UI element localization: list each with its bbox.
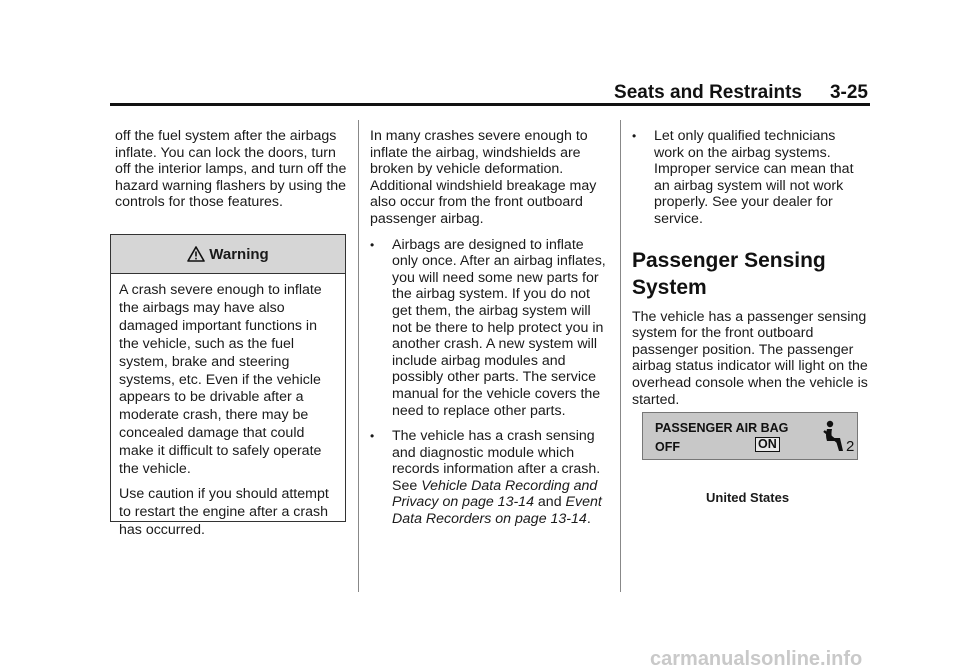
- passenger-airbag-indicator: [642, 412, 858, 460]
- watermark: carmanualsonline.info: [650, 648, 863, 670]
- page-number: 3-25: [829, 82, 868, 103]
- list-item: [370, 428, 610, 528]
- indicator-on-label: ON: [755, 437, 780, 452]
- column-2: [370, 128, 610, 528]
- header-rule: [110, 103, 870, 106]
- figure-caption: United States: [706, 490, 790, 505]
- indicator-off-label: OFF: [655, 440, 680, 454]
- column-3: [632, 128, 868, 408]
- list-item: [370, 237, 610, 420]
- warning-paragraph-1: A crash severe enough to inflate the airbags may have also damaged important functions in the vehicle, such as the fuel system, brake and steering systems, etc. Even if the vehicle appears to be drivable after a moderate crash, there may be concealed damage that could make it difficult to safely operate the vehicle.: [119, 282, 322, 478]
- warning-box: [110, 234, 346, 538]
- bullet-text-part: The vehicle has a crash sensing and diagnostic module which records information after a crash. See: [392, 428, 601, 494]
- col2-intro-paragraph: In many crashes severe enough to inflate the airbag, windshields are broken by vehicle deformation. Additional windshield breakage may also occur from the front outboard passenger airbag.: [370, 128, 597, 227]
- column-1: [115, 128, 350, 211]
- bullet-glyph: •: [370, 237, 375, 252]
- warning-body: [111, 274, 345, 540]
- list-item: [632, 128, 868, 228]
- bullet-glyph: •: [632, 129, 637, 143]
- column-divider-1: [358, 120, 359, 592]
- indicator-label: PASSENGER AIR BAG: [655, 421, 789, 435]
- bullet-text: Airbags are designed to inflate only once. After an airbag inflates, you will need some new parts for the airbag system. If you do not get them, the airbag system will not be there to help protect you in another crash. A new system will include airbag modules and possibly other parts. The service manual for the vehicle covers the need to replace other parts.: [392, 236, 606, 419]
- warning-title: Warning: [209, 245, 269, 263]
- warning-icon: [187, 246, 205, 262]
- col3-body-paragraph: The vehicle has a passenger sensing system for the front outboard passenger position. The passenger airbag status indicator will light on the overhead console when the vehicle is started.: [632, 308, 868, 408]
- warning-paragraph-2: Use caution if you should attempt to restart the engine after a crash has occurred.: [119, 485, 329, 538]
- col1-intro-paragraph: off the fuel system after the airbags inflate. You can lock the doors, turn off the interior lamps, and turn off the hazard warning flashers by using the controls for those features.: [115, 128, 347, 211]
- indicator-seat-number: 2: [846, 438, 855, 454]
- bullet-text: [392, 428, 602, 527]
- cross-reference-link[interactable]: Vehicle Data Recording and Privacy on page 13-14: [392, 477, 598, 511]
- column-divider-2: [620, 120, 621, 592]
- seated-passenger-seatbelt-icon: [815, 420, 857, 454]
- bullet-glyph: •: [370, 429, 375, 444]
- bullet-text: Let only qualified technicians work on the airbag systems. Improper service can mean that an airbag system will not work properly. See your dealer for service.: [654, 128, 854, 227]
- bullet-text-part: and: [533, 494, 566, 511]
- cross-reference-link[interactable]: Event Data Recorders on page 13-14: [392, 494, 602, 528]
- bullet-text-part: .: [586, 511, 591, 528]
- warning-header: [111, 235, 345, 274]
- section-heading: Passenger Sensing System: [632, 248, 826, 299]
- section-title: Seats and Restraints: [614, 82, 802, 103]
